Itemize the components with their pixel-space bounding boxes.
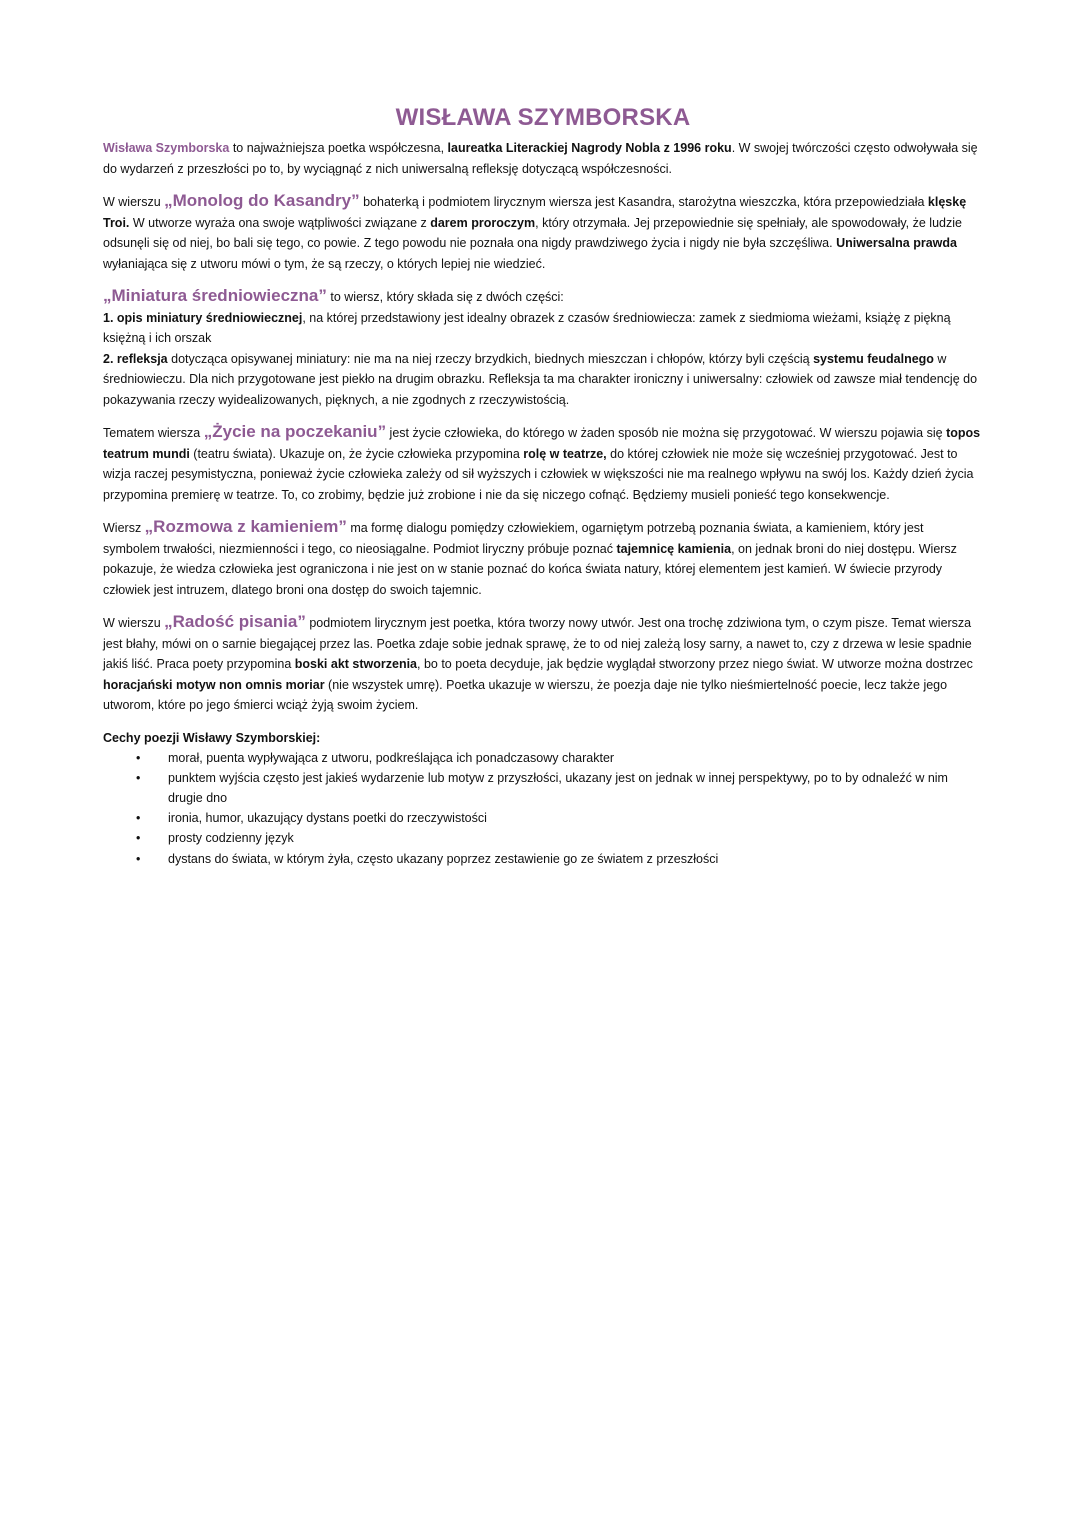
text-span: (teatru świata). Ukazuje on, że życie człowieka przypomina <box>189 446 524 461</box>
poem-title: „Monolog do Kasandry” <box>164 191 360 210</box>
text-span: ma formę dialogu pomiędzy człowiekiem, ogarniętym potrzebą poznania świata, a kamieniem, który jest symbolem trwałości, niezmienności i tego, co nieosiągalne. Podmiot liryczny próbuje poznać <box>103 521 924 556</box>
bullet-icon: • <box>136 851 141 866</box>
text-span: W wierszu <box>103 616 165 630</box>
list-item <box>103 808 983 828</box>
text-span: , który otrzymała. Jej przepowiednie się spełniały, ale spowodowały, że ludzie odsunęli się od niej, bo bali się tego, co powie. Z tego powodu nie poznała ona nigdy prawdziwego życia i nigdy nie była szczęśliwa. <box>103 215 962 250</box>
poem-title: „Życie na poczekaniu” <box>203 422 387 441</box>
bold-span: boski akt stworzenia <box>294 657 418 671</box>
zycie-paragraph <box>103 422 983 505</box>
list-item <box>103 748 983 768</box>
miniatura-paragraph <box>103 286 983 410</box>
kasandra-paragraph <box>103 191 983 274</box>
list-item <box>103 849 983 869</box>
rozmowa-paragraph <box>103 517 983 600</box>
list-item-text: prosty codzienny język <box>168 831 294 846</box>
author-name: Wisława Szymborska <box>103 141 230 155</box>
text-span: to najważniejsza poetka współczesna, <box>229 141 448 155</box>
text-span: jest życie człowieka, do którego w żaden sposób nie można się przygotować. W wierszu pojawia się <box>386 426 947 440</box>
bullet-icon: • <box>136 770 141 785</box>
bold-span: Uniwersalna prawda <box>836 236 957 250</box>
bold-span: rolę w teatrze, <box>523 446 607 461</box>
poem-title: „Miniatura średniowieczna” <box>103 286 327 305</box>
radosc-paragraph <box>103 612 983 716</box>
page-title: WISŁAWA SZYMBORSKA <box>395 104 691 131</box>
text-span: . W swojej twórczości często odwoływała się do wydarzeń z przeszłości po to, by wyciągnąć z nich uniwersalną refleksję dotyczącą współczesności. <box>103 141 978 176</box>
bullet-icon: • <box>136 831 141 846</box>
bold-span: tajemnicę kamienia <box>616 541 732 556</box>
list-item-text: punktem wyjścia często jest jakieś wydarzenie lub motyw z przyszłości, ukazany jest on jednak w innej perspektywy, po to by odnaleźć w nim drugie dno <box>168 770 948 805</box>
bold-span: darem proroczym <box>430 215 536 230</box>
text-span: , bo to poeta decyduje, jak będzie wyglądał stworzony przez niego świat. W utworze można dostrzec <box>417 657 973 671</box>
text-span: (nie wszystek umrę). Poetka ukazuje w wierszu, że poezja daje nie tylko nieśmiertelność poecie, lecz także jego utworom, które po jego śmierci wciąż żyją swoim życiem. <box>103 677 948 712</box>
features-list <box>103 748 983 869</box>
bullet-icon: • <box>136 811 141 826</box>
features-heading: Cechy poezji Wisławy Szymborskiej: <box>103 730 321 745</box>
text-span: wyłaniająca się z utworu mówi o tym, że są rzeczy, o których lepiej nie wiedzieć. <box>103 256 546 271</box>
list-item-text: morał, puenta wypływająca z utworu, podkreślająca ich ponadczasowy charakter <box>168 750 615 765</box>
bold-span: 2. refleksja <box>103 351 168 366</box>
bold-span: 1. opis miniatury średniowiecznej <box>103 310 303 325</box>
text-span: Wiersz <box>103 521 145 535</box>
text-span: w średniowieczu. Dla nich przygotowane jest piekło na drugim obrazku. Refleksja ta ma charakter ironiczny i uniwersalny: człowiek od zawsze miał tendencję do pokazywania rzeczy wyidealizowanych, pięknych, a nie zgodnych z rzeczywistością. <box>103 351 978 407</box>
bullet-icon: • <box>136 750 141 765</box>
bold-span: laureatka Literackiej Nagrody Nobla z 1996 roku <box>447 141 732 155</box>
bold-span: systemu feudalnego <box>813 351 934 366</box>
text-span: bohaterką i podmiotem lirycznym wiersza jest Kasandra, starożytna wieszczka, która przepowiedziała <box>359 195 928 209</box>
list-item-text: ironia, humor, ukazujący dystans poetki do rzeczywistości <box>168 811 487 826</box>
document-page <box>103 104 983 869</box>
list-item <box>103 828 983 848</box>
poem-title: „Radość pisania” <box>164 612 306 631</box>
list-item <box>103 768 983 808</box>
bold-span: topos teatrum mundi <box>103 426 981 461</box>
text-span: , na której przedstawiony jest idealny obrazek z czasów średniowiecza: zamek z siedmioma wieżami, książę z piękną księżną i ich orszak <box>103 310 951 345</box>
text-span: , on jednak broni do niej dostępu. Wiersz pokazuje, że wiedza człowieka jest ograniczona i nie jest on w stanie poznać do końca świata natury, której elementem jest kamień. W świecie przyrody człowiek jest intruzem, dlatego broni ona dostęp do swoich tajemnic. <box>103 541 957 597</box>
text-span: do której człowiek nie może się wcześniej przygotować. Jest to wizja raczej pesymistyczna, ponieważ życie człowieka zależy od sił wyższych i człowiek w większości nie ma realnego wpływu na swój los. Każdy dzień życia przypomina premierę w teatrze. To, co zrobimy, będzie już zrobione i nie da się niczego cofnąć. Będziemy musieli ponieść tego konsekwencje. <box>103 446 974 502</box>
poem-title: „Rozmowa z kamieniem” <box>144 517 347 536</box>
text-span: podmiotem lirycznym jest poetka, która tworzy nowy utwór. Jest ona trochę zdziwiona tym, o czym pisze. Temat wiersza jest błahy, mówi on o sarnie biegającej przez las. Poetka zdaje sobie jednak sprawę, że to od niej zależą losy sarny, a nawet to, czy z drzewa w lesie spadnie jakiś liść. Praca poety przypomina <box>103 616 972 671</box>
bold-span: horacjański motyw non omnis moriar <box>103 677 325 692</box>
bold-span: klęskę Troi. <box>103 195 967 230</box>
text-span: dotycząca opisywanej miniatury: nie ma na niej rzeczy brzydkich, biednych mieszczan i chłopów, którzy byli częścią <box>167 351 814 366</box>
text-span: to wiersz, który składa się z dwóch części: <box>326 290 564 304</box>
text-span: Tematem wiersza <box>103 426 204 440</box>
intro-paragraph <box>103 138 983 179</box>
text-span: W utworze wyraża ona swoje wątpliwości związane z <box>129 215 431 230</box>
text-span: W wierszu <box>103 195 165 209</box>
list-item-text: dystans do świata, w którym żyła, często ukazany poprzez zestawienie go ze światem z przeszłości <box>168 851 719 866</box>
